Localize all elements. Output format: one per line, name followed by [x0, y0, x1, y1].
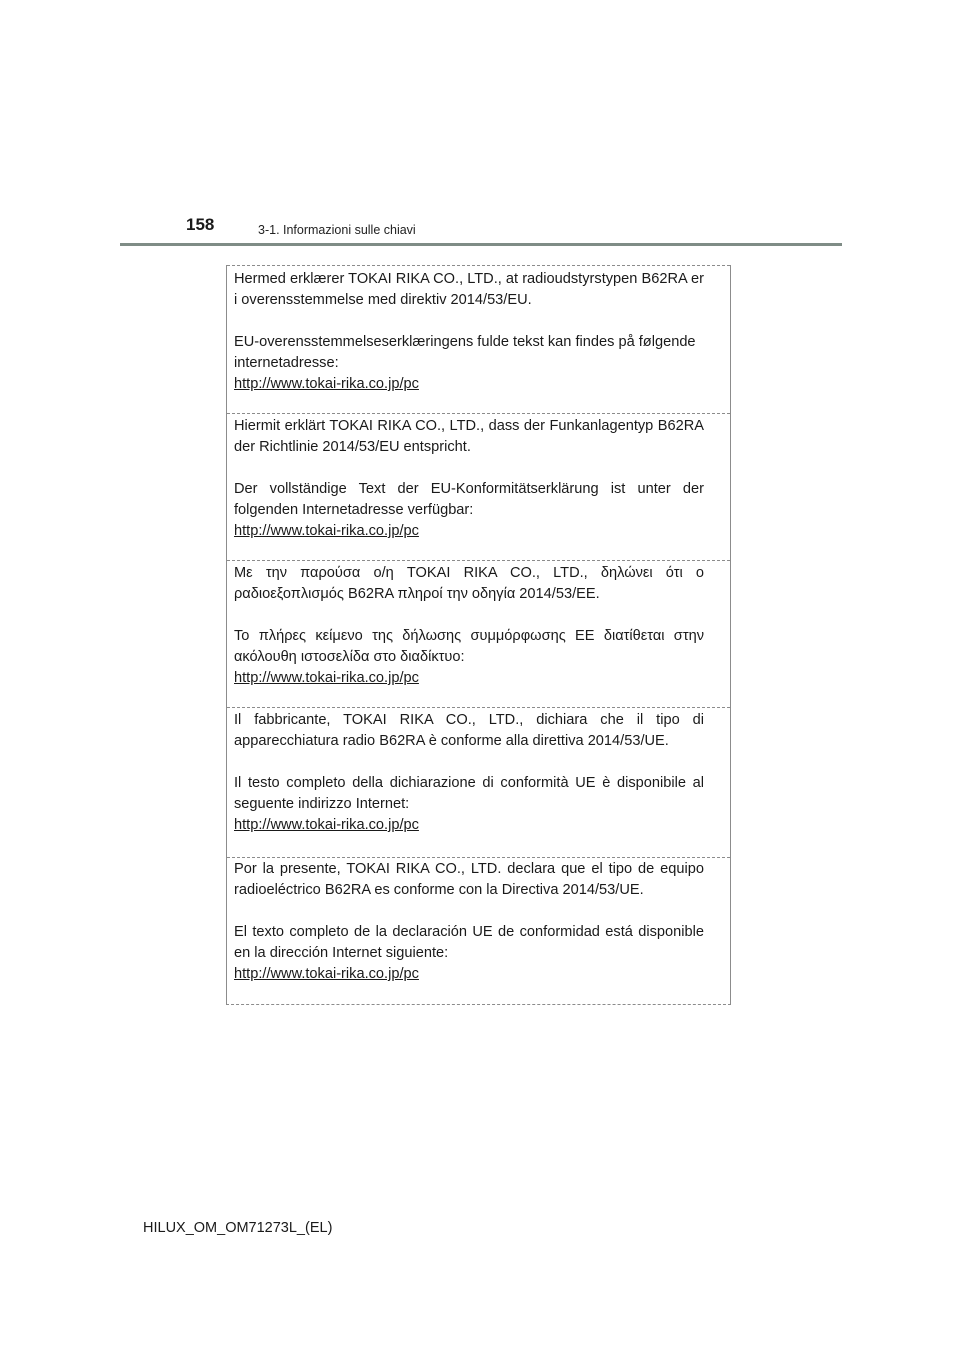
declaration-spanish [227, 859, 730, 985]
declaration-availability: Το πλήρες κείμενο της δήλωσης συμμόρφωσης ΕΕ διατίθεται στην ακόλουθη ιστοσελίδα στο διαδίκτυο: [234, 628, 704, 665]
declaration-statement: Hiermit erklärt TOKAI RIKA CO., LTD., dass der Funkanlagentyp B62RA der Richtlinie 2014/53/EU entspricht. [234, 418, 704, 455]
declaration-url-link[interactable]: http://www.tokai-rika.co.jp/pc [234, 966, 419, 982]
page-header [120, 214, 842, 248]
section-divider [227, 857, 730, 858]
declaration-greek [227, 563, 730, 689]
declaration-box [226, 265, 731, 1005]
section-title: 3-1. Informazioni sulle chiavi [258, 223, 416, 237]
declaration-statement: Por la presente, TOKAI RIKA CO., LTD. declara que el tipo de equipo radioeléctrico B62RA es conforme con la Directiva 2014/53/UE. [234, 861, 704, 898]
declaration-statement: Hermed erklærer TOKAI RIKA CO., LTD., at radioudstyrstypen B62RA er i overensstemmelse med direktiv 2014/53/EU. [234, 271, 704, 308]
declaration-url-link[interactable]: http://www.tokai-rika.co.jp/pc [234, 523, 419, 539]
section-divider [227, 707, 730, 708]
declaration-italian [227, 710, 730, 836]
declaration-german [227, 416, 730, 542]
header-rule [120, 243, 842, 246]
document-code: HILUX_OM_OM71273L_(EL) [143, 1220, 333, 1236]
declaration-availability: EU-overensstemmelseserklæringens fulde tekst kan findes på følgende internetadresse: [234, 334, 696, 371]
declaration-statement: Με την παρούσα ο/η TOKAI RIKA CO., LTD., δηλώνει ότι ο ραδιοεξοπλισμός B62RA πληροί την οδηγία 2014/53/ΕΕ. [234, 565, 704, 602]
page-number: 158 [186, 215, 215, 234]
section-divider [227, 560, 730, 561]
declaration-danish [227, 269, 730, 395]
declaration-statement: Il fabbricante, TOKAI RIKA CO., LTD., dichiara che il tipo di apparecchiatura radio B62RA è conforme alla direttiva 2014/53/UE. [234, 712, 704, 749]
declaration-url-link[interactable]: http://www.tokai-rika.co.jp/pc [234, 376, 419, 392]
section-divider [227, 413, 730, 414]
declaration-url-link[interactable]: http://www.tokai-rika.co.jp/pc [234, 670, 419, 686]
declaration-url-link[interactable]: http://www.tokai-rika.co.jp/pc [234, 817, 419, 833]
declaration-availability: Der vollständige Text der EU-Konformitätserklärung ist unter der folgenden Internetadresse verfügbar: [234, 481, 704, 518]
declaration-availability: El texto completo de la declaración UE de conformidad está disponible en la dirección Internet siguiente: [234, 924, 704, 961]
declaration-availability: Il testo completo della dichiarazione di conformità UE è disponibile al seguente indirizzo Internet: [234, 775, 704, 812]
